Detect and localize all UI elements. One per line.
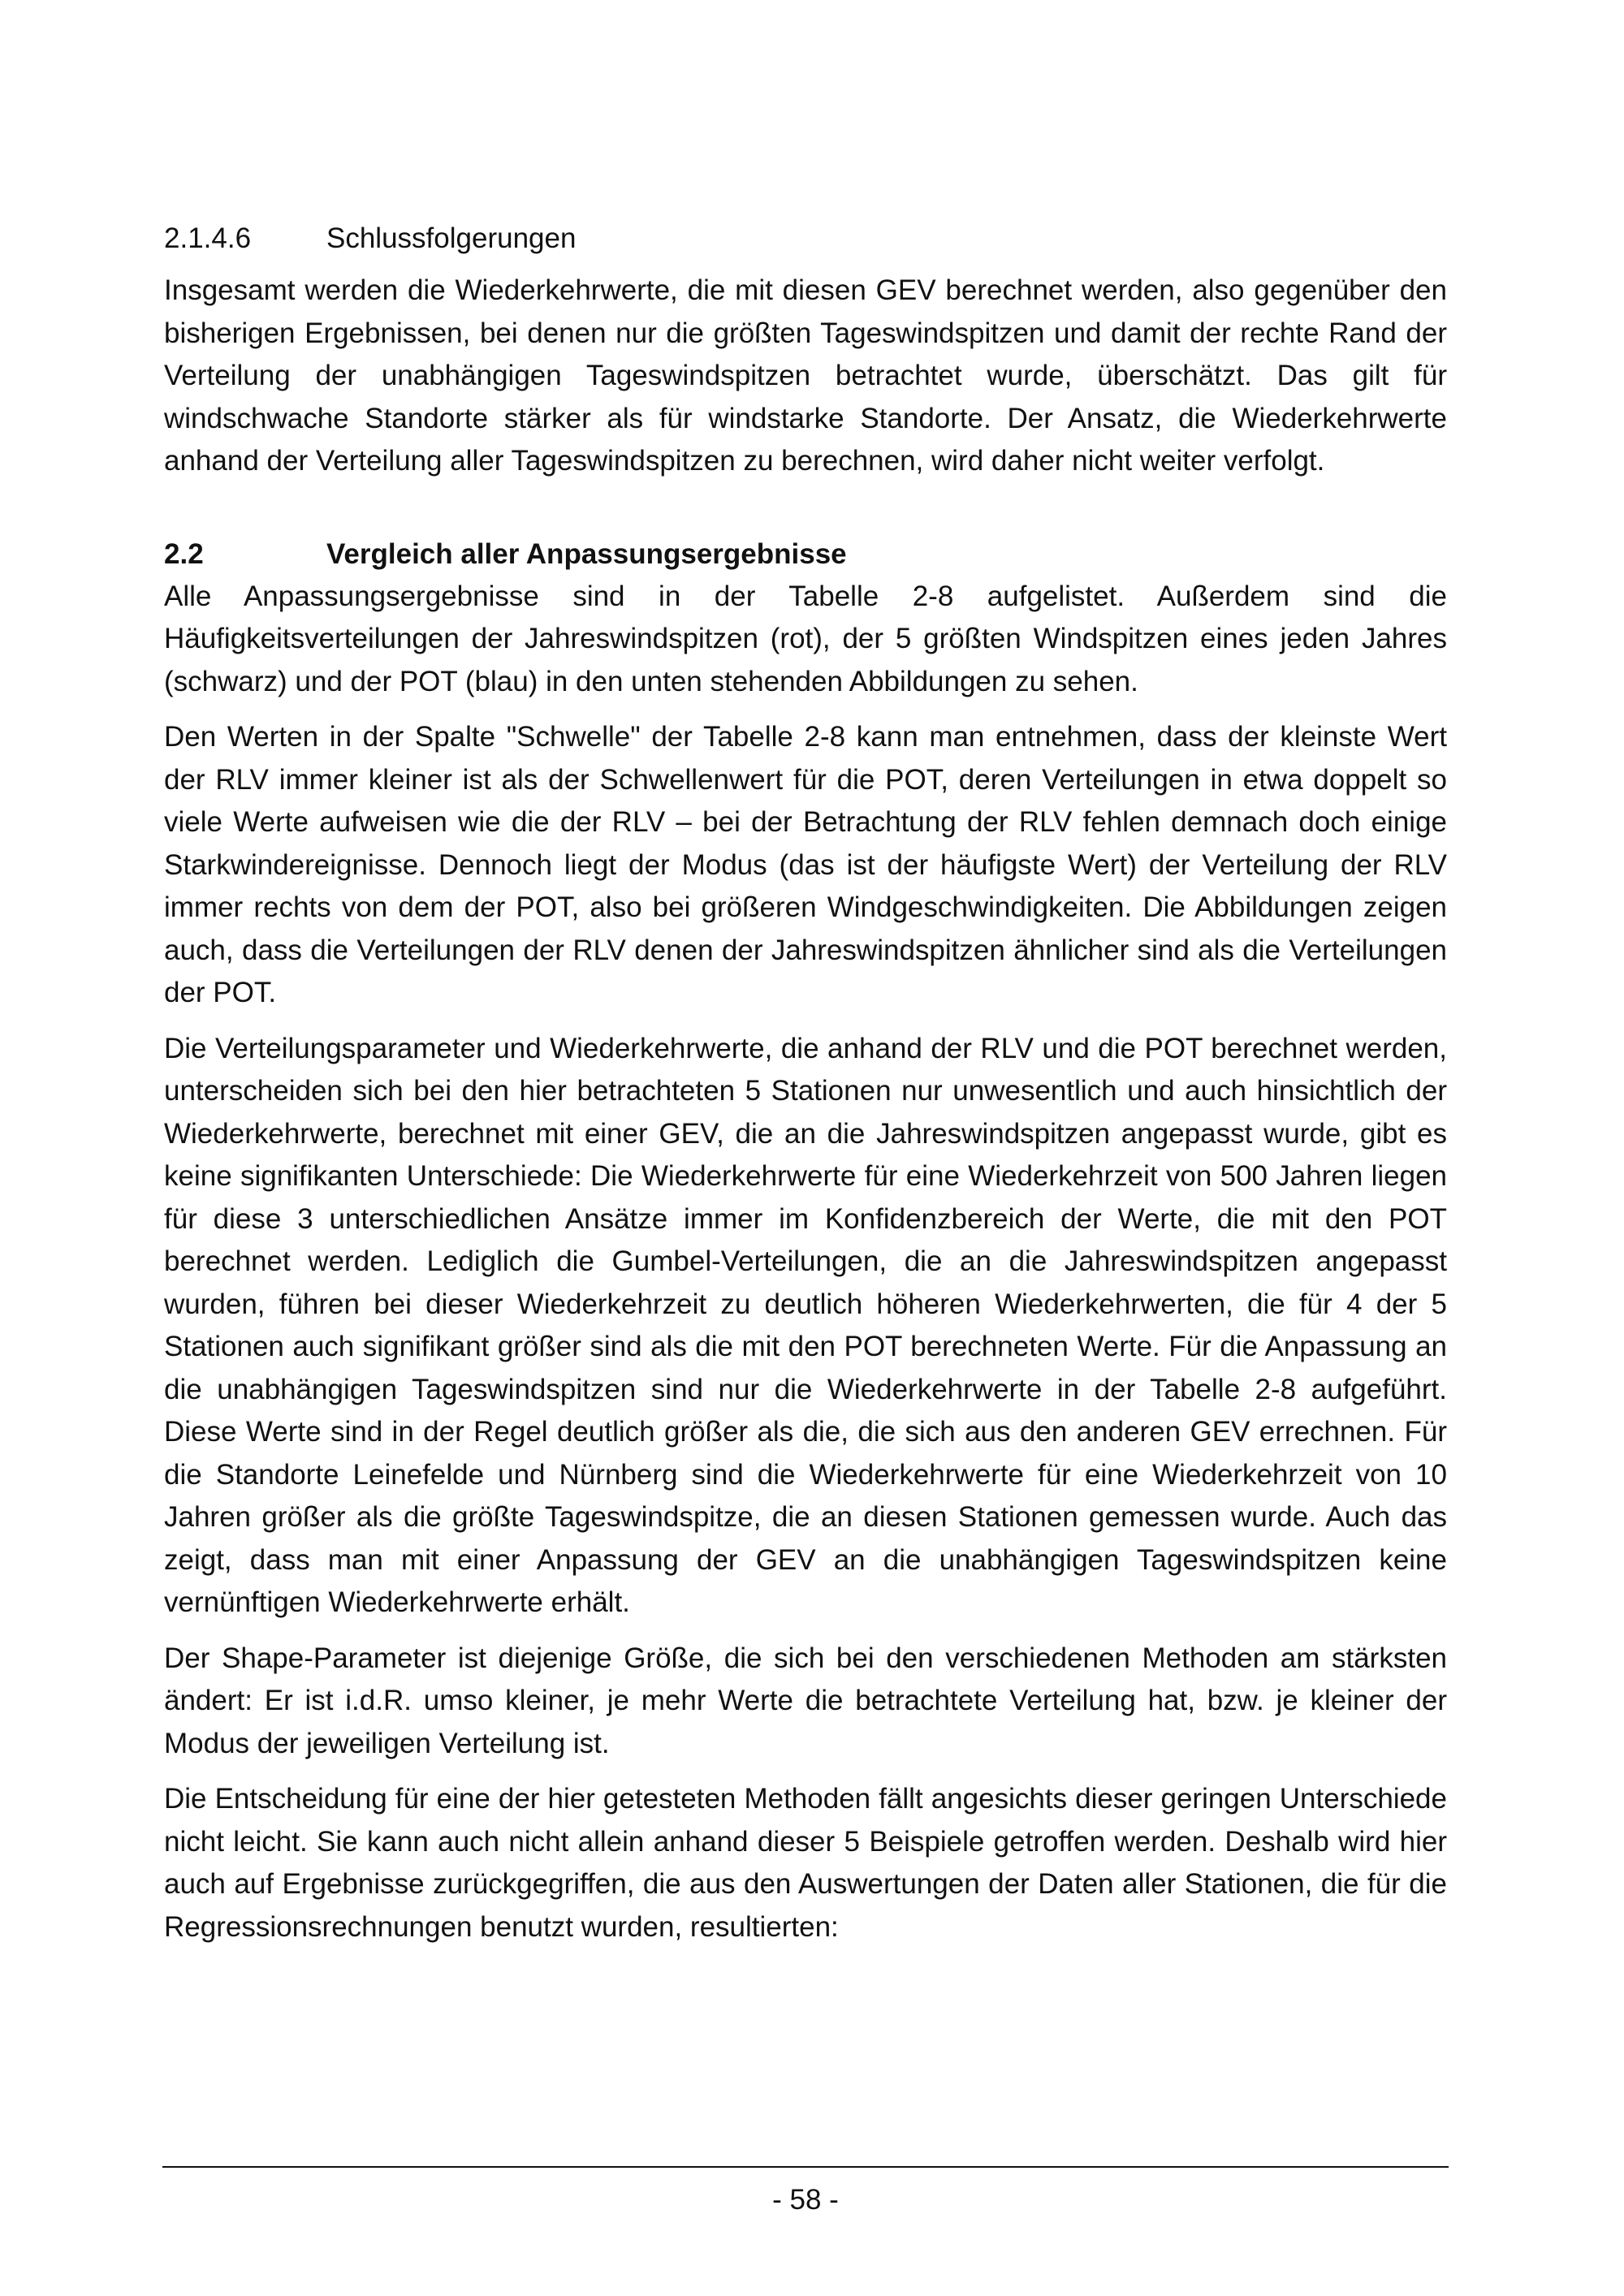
paragraph-distribution-parameters: Die Verteilungsparameter und Wiederkehrwerte, die anhand der RLV und die POT berechnet werden, unterscheiden sich bei den hier betrachteten 5 Stationen nur unwesentlich und auch hinsichtlich der Wiederkehrwerte, berechnet mit einer GEV, die an die Jahreswindspitzen angepasst wurde, gibt es keine signifikanten Unterschiede: Die Wiederkehrwerte für eine Wiederkehrzeit von 500 Jahren liegen für diese 3 unterschiedlichen Ansätze immer im Konfidenzbereich der Werte, die mit den POT berechnet werden. Lediglich die Gumbel-Verteilungen, die an die Jahreswindspitzen angepasst wurden, führen bei dieser Wiederkehrzeit zu deutlich höheren Wiederkehrwerten, die für 4 der 5 Stationen auch signifikant größer sind als die mit den POT berechneten Werte. Für die Anpassung an die unabhängigen Tageswindspitzen sind nur die Wiederkehrwerte in der Tabelle 2-8 aufgeführt. Diese Werte sind in der Regel deutlich größer als die, die sich aus den anderen GEV errechnen. Für die Standorte Leinefelde und Nürnberg sind die Wiederkehrwerte für eine Wiederkehrzeit von 10 Jahren größer als die größte Tageswindspitze, die an diesen Stationen gemessen wurde. Auch das zeigt, dass man mit einer Anpassung der GEV an die unabhängigen Tageswindspitzen keine vernünftigen Wiederkehrwerte erhält. <box>164 1032 1447 1618</box>
section-heading-2-1-4-6 <box>164 218 1447 260</box>
paragraph-shape-parameter: Der Shape-Parameter ist diejenige Größe, die sich bei den verschiedenen Methoden am stärksten ändert: Er ist i.d.R. umso kleiner, je mehr Werte die betrachtete Verteilung hat, bzw. je kleiner der Modus der jeweiligen Verteilung ist. <box>164 1642 1447 1759</box>
page-content <box>164 218 1447 1949</box>
paragraph-results-overview: Alle Anpassungsergebnisse sind in der Tabelle 2-8 aufgelistet. Außerdem sind die Häufigkeitsverteilungen der Jahreswindspitzen (rot), der 5 größten Windspitzen eines jeden Jahres (schwarz) und der POT (blau) in den unten stehenden Abbildungen zu sehen. <box>164 580 1447 697</box>
paragraph-threshold-column: Den Werten in der Spalte "Schwelle" der Tabelle 2-8 kann man entnehmen, dass der kleinste Wert der RLV immer kleiner ist als der Schwellenwert für die POT, deren Verteilungen in etwa doppelt so viele Werte aufweisen wie die der RLV – bei der Betrachtung der RLV fehlen demnach doch einige Starkwindereignisse. Dennoch liegt der Modus (das ist der häufigste Wert) der Verteilung der RLV immer rechts von dem der POT, also bei größeren Windgeschwindigkeiten. Die Abbildungen zeigen auch, dass die Verteilungen der RLV denen der Jahreswindspitzen ähnlicher sind als die Verteilungen der POT. <box>164 721 1447 1008</box>
section-title: Schlussfolgerungen <box>326 222 577 254</box>
paragraph-method-decision: Die Entscheidung für eine der hier getesteten Methoden fällt angesichts dieser geringen Unterschiede nicht leicht. Sie kann auch nicht allein anhand dieser 5 Beispiele getroffen werden. Deshalb wird hier auch auf Ergebnisse zurückgegriffen, die aus den Auswertungen der Daten aller Stationen, die für die Regressionsrechnungen benutzt wurden, resultierten: <box>164 1783 1447 1943</box>
section-title: Vergleich aller Anpassungsergebnisse <box>326 537 847 570</box>
paragraph-conclusions: Insgesamt werden die Wiederkehrwerte, die mit diesen GEV berechnet werden, also gegenüber den bisherigen Ergebnissen, bei denen nur die größten Tageswindspitzen und damit der rechte Rand der Verteilung der unabhängigen Tageswindspitzen betrachtet wurde, überschätzt. Das gilt für windschwache Standorte stärker als für windstarke Standorte. Der Ansatz, die Wiederkehrwerte anhand der Verteilung aller Tageswindspitzen zu berechnen, wird daher nicht weiter verfolgt. <box>164 274 1447 477</box>
page-number: - 58 - <box>772 2184 839 2216</box>
section-heading-2-2 <box>164 533 1447 576</box>
section-number: 2.1.4.6 <box>164 222 252 254</box>
section-number: 2.2 <box>164 537 204 570</box>
footer-divider <box>162 2166 1449 2168</box>
